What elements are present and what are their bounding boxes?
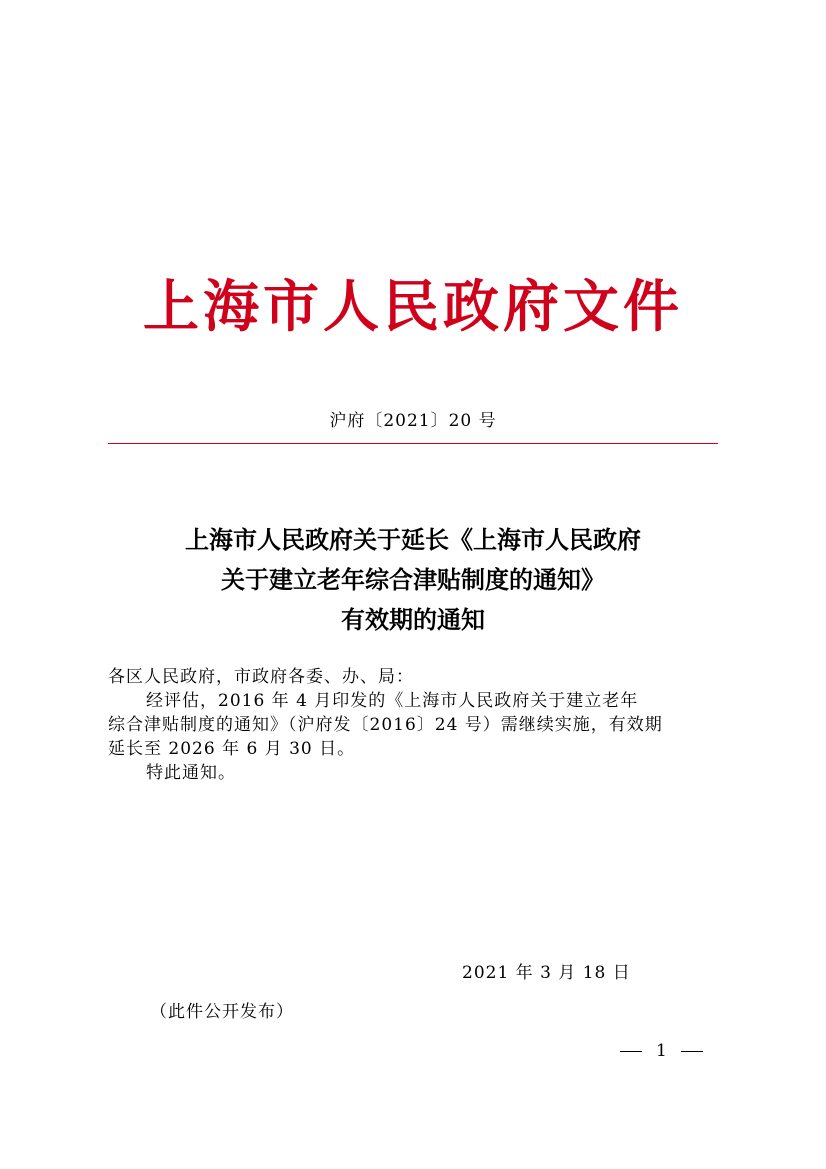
notice-body: [108, 665, 720, 785]
document-header-title: 上海市人民政府文件: [143, 274, 683, 340]
notice-title-line-1: 上海市人民政府关于延长《上海市人民政府: [185, 525, 641, 554]
closing-line: 特此通知。: [146, 763, 236, 783]
body-paragraph-line-1: 经评估，2016 年 4 月印发的《上海市人民政府关于建立老年: [146, 691, 639, 711]
red-divider-line: [108, 443, 718, 444]
notice-title-line-2: 关于建立老年综合津贴制度的通知》: [221, 565, 605, 594]
page-number: [620, 1039, 703, 1063]
page-number-right-dash: [681, 1051, 703, 1052]
publish-note: （此件公开发布）: [150, 1002, 294, 1022]
notice-title-line-3: 有效期的通知: [341, 605, 485, 634]
salutation: 各区人民政府，市政府各委、办、局：: [108, 667, 414, 687]
issue-date: 2021 年 3 月 18 日: [462, 963, 631, 983]
body-paragraph-line-3: 延长至 2026 年 6 月 30 日。: [108, 739, 356, 759]
notice-title: [0, 520, 826, 640]
document-number: 沪府〔2021〕20 号: [329, 411, 497, 431]
page-number-value: 1: [656, 1041, 667, 1061]
page-number-left-dash: [620, 1051, 642, 1052]
body-paragraph-line-2: 综合津贴制度的通知》（沪府发〔2016〕24 号）需继续实施，有效期: [108, 715, 663, 735]
